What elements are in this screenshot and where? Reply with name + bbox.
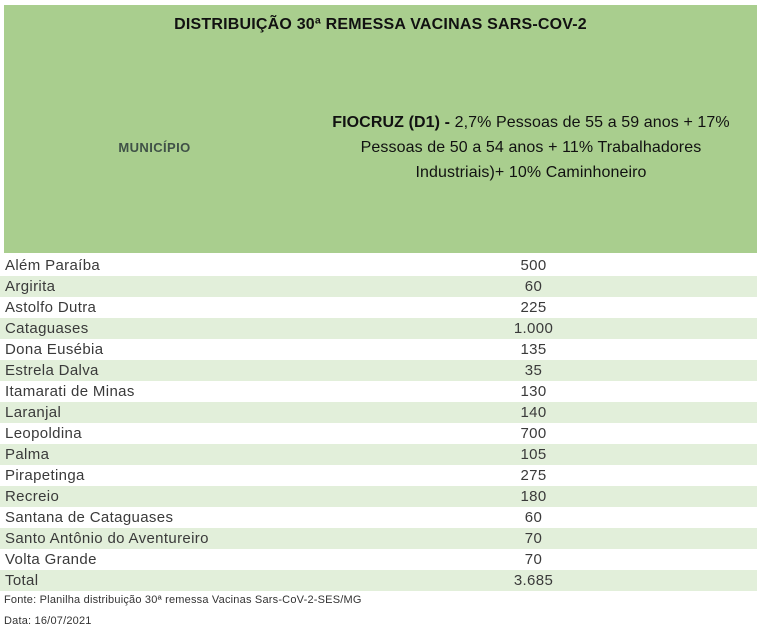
municipality-cell: Além Paraíba: [5, 257, 101, 274]
table-row: [0, 339, 757, 360]
source-note: Fonte: Planilha distribuição 30ª remessa Vacinas Sars-CoV-2-SES/MG: [4, 594, 362, 606]
municipality-cell: Total: [5, 572, 39, 589]
doses-cell: 225: [520, 299, 547, 316]
municipality-cell: Dona Eusébia: [5, 341, 104, 358]
municipality-cell: Cataguases: [5, 320, 89, 337]
doses-header-bold-lead: FIOCRUZ (D1) -: [332, 114, 451, 131]
doses-cell: 135: [520, 341, 547, 358]
doses-cell: 105: [520, 446, 547, 463]
doses-cell: 35: [524, 362, 543, 379]
doses-cell: 500: [520, 257, 547, 274]
municipality-cell: Astolfo Dutra: [5, 299, 97, 316]
table-row: [0, 360, 757, 381]
doses-cell: 275: [520, 467, 547, 484]
doses-cell: 130: [520, 383, 547, 400]
doses-cell: 140: [520, 404, 547, 421]
municipality-cell: Recreio: [5, 488, 60, 505]
municipality-cell: Santana de Cataguases: [5, 509, 174, 526]
sheet-title: DISTRIBUIÇÃO 30ª REMESSA VACINAS SARS-COV-2: [174, 16, 587, 33]
date-note: Data: 16/07/2021: [4, 615, 92, 627]
doses-cell: 3.685: [513, 572, 554, 589]
doses-column-header: [305, 110, 757, 185]
municipality-cell: Leopoldina: [5, 425, 82, 442]
table-row: [0, 255, 757, 276]
total-row: [0, 570, 757, 591]
table-row: [0, 402, 757, 423]
table-row: [0, 423, 757, 444]
title-row: [4, 5, 757, 45]
doses-cell: 60: [524, 509, 543, 526]
footer: [4, 594, 362, 627]
doses-cell: 180: [520, 488, 547, 505]
doses-cell: 70: [524, 530, 543, 547]
doses-column-header-text: [315, 110, 747, 185]
table-row: [0, 444, 757, 465]
doses-cell: 700: [520, 425, 547, 442]
doses-cell: 60: [524, 278, 543, 295]
municipality-cell: Palma: [5, 446, 50, 463]
table-row: [0, 507, 757, 528]
municipality-cell: Itamarati de Minas: [5, 383, 135, 400]
column-headers-row: [4, 45, 757, 250]
municipality-cell: Argirita: [5, 278, 56, 295]
municipality-cell: Santo Antônio do Aventureiro: [5, 530, 209, 547]
table-row: [0, 465, 757, 486]
table-row: [0, 297, 757, 318]
table-row: [0, 528, 757, 549]
municipality-cell: Estrela Dalva: [5, 362, 99, 379]
doses-header-description: 2,7% Pessoas de 55 a 59 anos + 17% Pessoas de 50 a 54 anos + 11% Trabalhadores Industriais)+ 10% Caminhoneiro: [360, 114, 730, 181]
doses-cell: 1.000: [513, 320, 554, 337]
municipality-cell: Volta Grande: [5, 551, 97, 568]
municipality-column-header: MUNICÍPIO: [118, 140, 191, 155]
table-row: [0, 486, 757, 507]
municipality-cell: Pirapetinga: [5, 467, 85, 484]
table-row: [0, 318, 757, 339]
table-row: [0, 549, 757, 570]
table-row: [0, 381, 757, 402]
doses-cell: 70: [524, 551, 543, 568]
table-row: [0, 276, 757, 297]
table-body: [0, 255, 757, 591]
municipality-cell: Laranjal: [5, 404, 62, 421]
table-header-block: [4, 5, 757, 253]
